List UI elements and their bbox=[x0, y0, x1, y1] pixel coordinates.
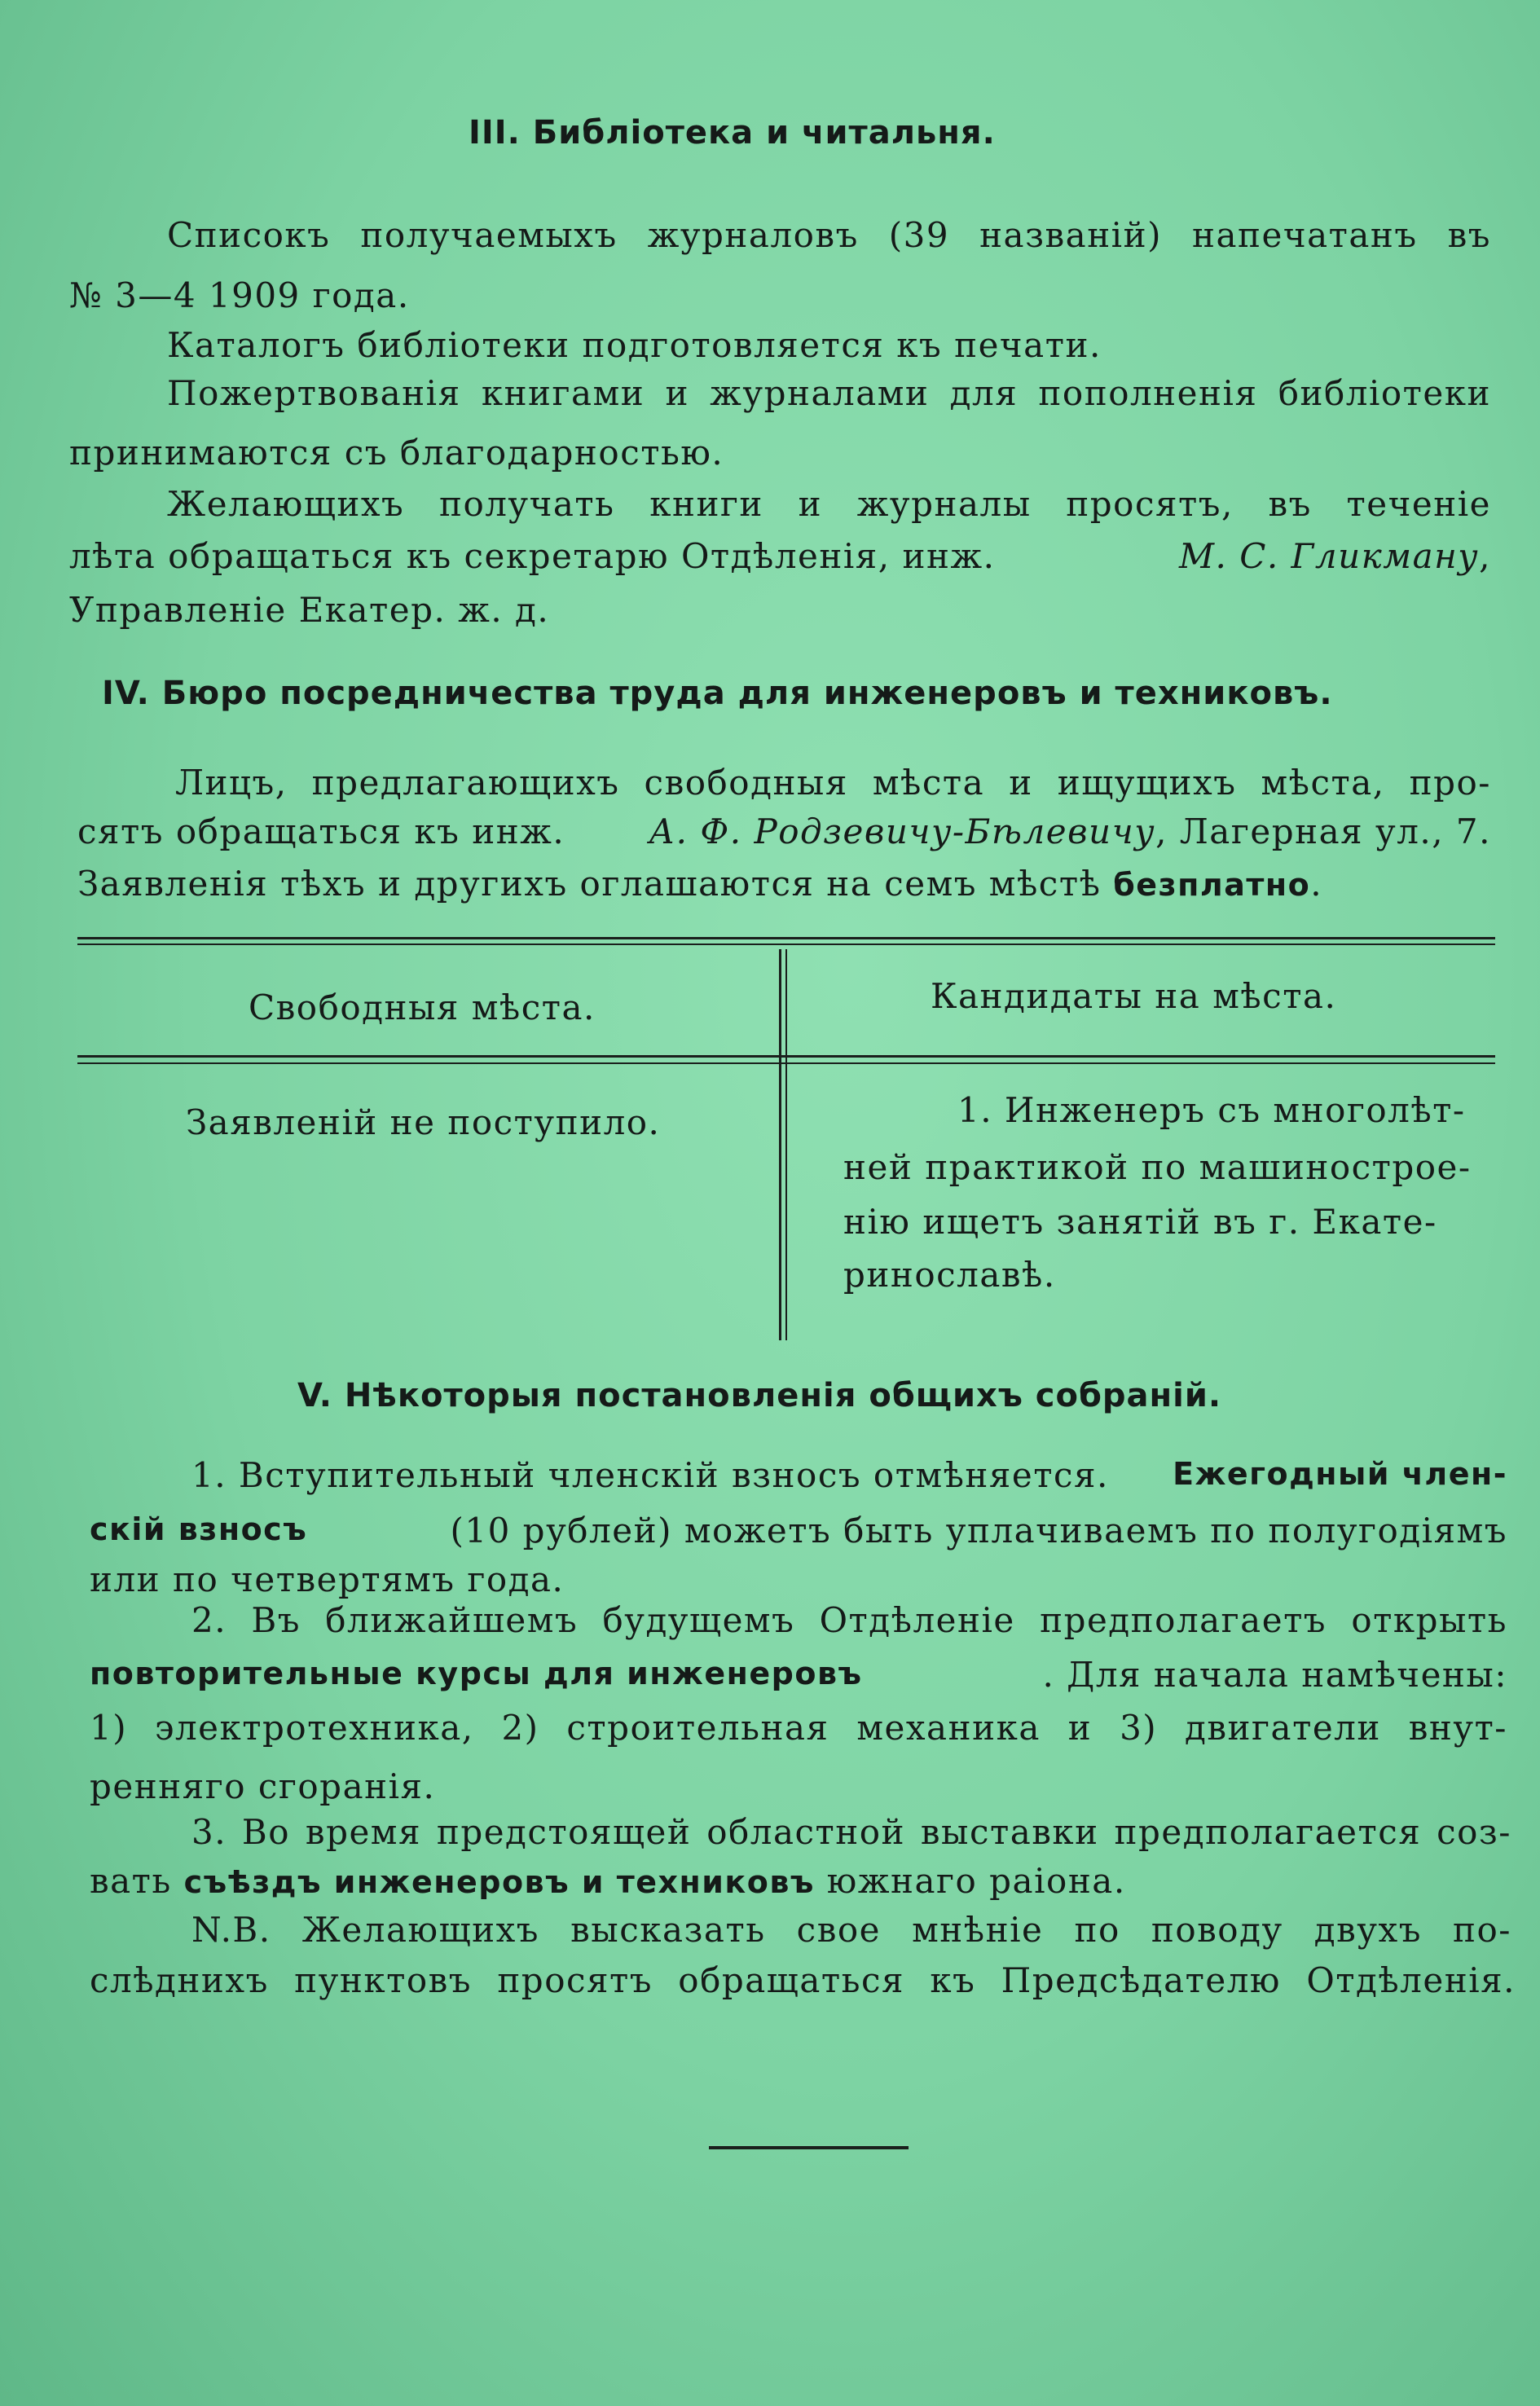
bureau-contact-name: А. Ф. Родзевичу-Бѣлевичу bbox=[649, 812, 1156, 851]
s4-p1-line2 bbox=[77, 812, 1491, 851]
s5-i1-line2-text: (10 рублей) можетъ быть уплачиваемъ по полугодіямъ bbox=[450, 1511, 1507, 1550]
s3-p3-line1: Пожертвованія книгами и журналами для пополненія библіотеки bbox=[167, 373, 1491, 413]
s5-i1-line3: или по четвертямъ года. bbox=[90, 1559, 565, 1599]
vacancies-value: Заявленій не поступило. bbox=[186, 1102, 661, 1142]
candidate-line4: ринославѣ. bbox=[843, 1255, 1056, 1295]
s3-p4-line2-comma: , bbox=[1479, 536, 1491, 576]
s4-p1-line1: Лицъ, предлагающихъ свободныя мѣста и ищущихъ мѣста, про- bbox=[175, 763, 1491, 803]
secretary-name: М. С. Гликману bbox=[1179, 536, 1480, 576]
s3-p1-line1: Списокъ получаемыхъ журналовъ (39 названій) напечатанъ въ bbox=[167, 215, 1491, 255]
s4-p1-line2-address: , Лагерная ул., 7. bbox=[1155, 812, 1491, 851]
engineers-congress: съѣздъ инженеровъ и техниковъ bbox=[183, 1864, 815, 1900]
col-header-vacancies: Свободныя мѣста. bbox=[249, 987, 596, 1027]
section-3-heading: III. Библіотека и читальня. bbox=[469, 114, 996, 152]
s5-i3-line1: 3. Во время предстоящей областной выставки предполагается соз- bbox=[191, 1812, 1511, 1852]
s3-p4-line2 bbox=[69, 536, 1491, 576]
s5-i2-line2 bbox=[90, 1655, 1507, 1695]
table-column-divider-2 bbox=[785, 949, 787, 1340]
s4-p1-line3 bbox=[77, 864, 1323, 904]
s5-i3-line2-end: южнаго раіона. bbox=[826, 1861, 1126, 1901]
s5-i3-line2 bbox=[90, 1861, 1126, 1901]
refresher-courses: повторительные курсы для инженеровъ bbox=[90, 1656, 863, 1691]
s5-i2-line3: 1) электротехника, 2) строительная механика и 3) двигатели внут- bbox=[90, 1708, 1507, 1748]
section-4-heading: IV. Бюро посредничества труда для инженеровъ и техниковъ. bbox=[102, 675, 1333, 712]
candidate-line1: 1. Инженеръ съ многолѣт- bbox=[957, 1090, 1466, 1130]
s5-i3-line2-text: вать bbox=[90, 1861, 172, 1901]
s5-i1-line1-text: 1. Вступительный членскій взносъ отмѣняется. bbox=[191, 1455, 1109, 1495]
candidate-line2: ней практикой по машинострое- bbox=[843, 1147, 1472, 1187]
table-column-divider bbox=[779, 949, 781, 1340]
closing-rule bbox=[709, 2146, 909, 2149]
s3-p1-line2: № 3—4 1909 года. bbox=[69, 275, 410, 315]
annual-fee-label: Ежегодный член- bbox=[1173, 1456, 1507, 1492]
nb-line2: слѣднихъ пунктовъ просятъ обращаться къ Предсѣдателю Отдѣленія. bbox=[90, 1960, 1516, 2000]
s3-p4-line2-text: лѣта обращаться къ секретарю Отдѣленія, инж. bbox=[69, 536, 996, 576]
col-header-candidates: Кандидаты на мѣста. bbox=[931, 976, 1337, 1016]
table-top-rule-2 bbox=[77, 943, 1495, 945]
annual-fee-label-cont: скій взносъ bbox=[90, 1511, 308, 1547]
s4-p1-line2-text: сятъ обращаться къ инж. bbox=[77, 812, 565, 851]
s3-p3-line2: принимаются съ благодарностью. bbox=[69, 433, 724, 473]
s5-i2-line4: ренняго сгоранія. bbox=[90, 1766, 436, 1806]
s3-p4-line1: Желающихъ получать книги и журналы просятъ, въ теченіе bbox=[167, 484, 1491, 524]
s3-p2-line1: Каталогъ библіотеки подготовляется къ печати. bbox=[167, 325, 1102, 365]
s5-i1-line2 bbox=[90, 1511, 1507, 1550]
s4-p1-line3-text: Заявленія тѣхъ и другихъ оглашаются на семъ мѣстѣ bbox=[77, 864, 1102, 904]
s5-i2-line1: 2. Въ ближайшемъ будущемъ Отдѣленіе предполагаетъ открыть bbox=[191, 1600, 1507, 1640]
s5-i2-line2-text: . Для начала намѣчены: bbox=[1042, 1655, 1507, 1695]
candidate-line3: нію ищетъ занятій въ г. Екате- bbox=[843, 1202, 1437, 1242]
nb-line1: N.B. Желающихъ высказать свое мнѣніе по поводу двухъ по- bbox=[191, 1910, 1511, 1950]
free-of-charge: безплатно bbox=[1113, 867, 1311, 903]
s3-p4-line3: Управленіе Екатер. ж. д. bbox=[69, 590, 550, 630]
s4-p1-line3-period: . bbox=[1310, 864, 1323, 904]
section-5-heading: V. Нѣкоторыя постановленія общихъ собраній. bbox=[297, 1377, 1222, 1414]
table-top-rule bbox=[77, 937, 1495, 939]
s5-i1-line1 bbox=[191, 1455, 1507, 1495]
